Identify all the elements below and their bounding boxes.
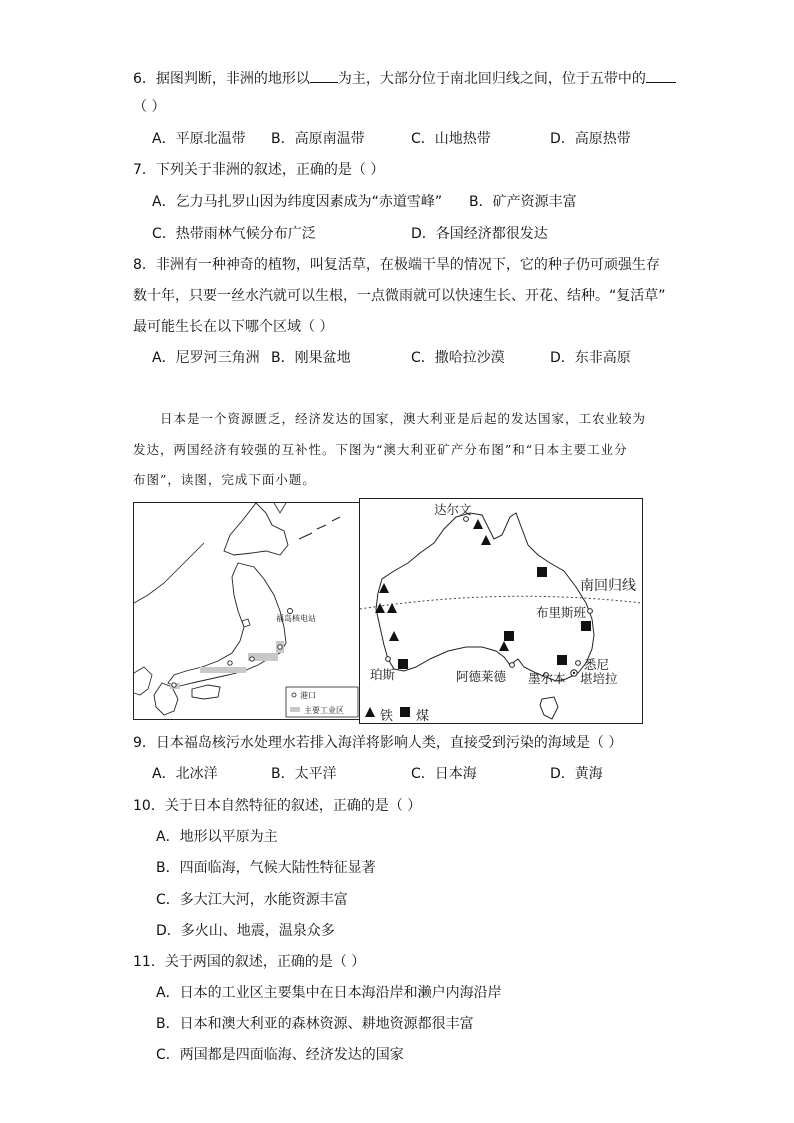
q6-blank-2 [646, 69, 676, 83]
port-nagoya [250, 657, 254, 661]
q8-option-d: D．东非高原 [550, 350, 631, 366]
adelaide-label: 阿德莱德 [456, 669, 507, 684]
q6-option-d: D．高原热带 [550, 131, 631, 147]
q10-stem: 10．关于日本自然特征的叙述，正确的是（ ） [133, 798, 422, 814]
japan-map-svg [134, 503, 360, 719]
q8-option-b: B．刚果盆地 [271, 350, 351, 366]
q6-option-b: B．高原南温带 [271, 131, 365, 147]
mainland-coast [134, 543, 204, 603]
q9-stem: 9．日本福岛核污水处理水若排入海洋将影响人类，直接受到污染的海域是（ ） [133, 735, 623, 751]
q10-option-d: D．多火山、地震，温泉众多 [156, 923, 335, 939]
port-osaka [228, 661, 232, 665]
sakhalin-edge [274, 503, 286, 513]
coal-deposit-5 [398, 659, 408, 669]
legend-coal-symbol [400, 707, 410, 717]
q6-stem [133, 69, 676, 88]
q6-option-a: A．平原北温带 [152, 131, 246, 147]
shikoku-outline [192, 685, 220, 699]
q6-paren: （ ） [133, 99, 166, 115]
coal-deposit-1 [537, 567, 547, 577]
q7-option-b: B．矿产资源丰富 [469, 194, 577, 210]
q7-option-c: C．热带雨林气候分布广泛 [152, 226, 316, 242]
intro-line-2: 发达，两国经济有较强的互补性。下图为“澳大利亚矿产分布图”和“日本主要工业分 [133, 442, 628, 457]
intro-line-3: 布图”，读图，完成下面小题。 [133, 472, 316, 487]
tropic-label: 南回归线 [580, 578, 636, 594]
tasmania-outline [540, 697, 558, 719]
legend-port-label: 港口 [300, 691, 316, 700]
q8-line-2: 数十年，只要一丝水汽就可以生根，一点微雨就可以快速生长、开花、结种。“复活草” [133, 288, 666, 304]
city-brisbane [588, 609, 593, 614]
japan-map [133, 502, 361, 720]
fukushima-label: 福岛核电站 [276, 614, 316, 623]
coal-deposit-2 [581, 621, 591, 631]
legend-iron-label: 铁 [380, 709, 394, 724]
legend-iron-symbol [365, 707, 375, 717]
port-kitakyushu [172, 683, 176, 687]
city-canberra-dot [573, 672, 575, 674]
city-perth [386, 657, 391, 662]
legend-industry-label: 主要工业区 [304, 706, 344, 715]
kuril-islands [299, 517, 340, 539]
city-adelaide [510, 663, 515, 668]
q9-option-a: A．北冰洋 [152, 766, 218, 782]
q9-option-b: B．太平洋 [271, 766, 337, 782]
q10-option-a: A．地形以平原为主 [156, 829, 278, 845]
q6-blank-1 [310, 69, 338, 83]
sydney-label: 悉尼 [584, 657, 610, 672]
intro-line-1: 日本是一个资源匮乏，经济发达的国家，澳大利亚是后起的发达国家，工农业较为 [160, 411, 647, 426]
q8-option-c: C．撒哈拉沙漠 [411, 350, 505, 366]
coal-deposit-3 [504, 631, 514, 641]
korea-coast [134, 667, 152, 695]
legend-coal-label: 煤 [416, 709, 430, 724]
q11-stem: 11．关于两国的叙述，正确的是（ ） [133, 954, 366, 970]
q6-stem-pre: 6．据图判断，非洲的地形以 [133, 71, 310, 87]
q7-stem: 7．下列关于非洲的叙述，正确的是（ ） [133, 162, 385, 178]
legend-industry-symbol [290, 707, 300, 712]
sado-island [242, 619, 250, 627]
port-tokyo [278, 645, 282, 649]
q8-option-a: A．尼罗河三角洲 [152, 350, 260, 366]
darwin-label: 达尔文 [434, 502, 472, 517]
q7-option-d: D．各国经济都很发达 [411, 226, 548, 242]
q11-option-c: C．两国都是四面临海、经济发达的国家 [156, 1047, 404, 1063]
brisbane-label: 布里斯班 [536, 605, 587, 620]
q6-stem-mid: 为主，大部分位于南北回归线之间，位于五带中的 [337, 71, 646, 87]
australia-map-svg [360, 499, 642, 723]
q8-line-1: 8．非洲有一种神奇的植物，叫复活草，在极端干旱的情况下，它的种子仍可顽强生存 [133, 257, 660, 273]
q11-option-a: A．日本的工业区主要集中在日本海沿岸和濑户内海沿岸 [156, 985, 502, 1001]
melbourne-label: 墨尔本 [528, 671, 566, 686]
q10-option-c: C．多大江大河，水能资源丰富 [156, 892, 348, 908]
q7-option-a: A．乞力马扎罗山因为纬度因素成为“赤道雪峰” [152, 194, 443, 210]
city-sydney [576, 661, 581, 666]
perth-label: 珀斯 [370, 667, 396, 682]
q9-option-c: C．日本海 [411, 766, 477, 782]
industrial-zone-setouchi [200, 667, 246, 673]
q8-line-3: 最可能生长在以下哪个区域（ ） [133, 319, 334, 335]
q9-option-d: D．黄海 [550, 766, 603, 782]
legend-port-symbol [292, 693, 296, 697]
australia-map [359, 498, 643, 724]
canberra-label: 堪培拉 [580, 671, 618, 686]
q6-option-c: C．山地热带 [411, 131, 491, 147]
q10-option-b: B．四面临海，气候大陆性特征显著 [156, 860, 376, 876]
coal-deposit-4 [557, 655, 567, 665]
q11-option-b: B．日本和澳大利亚的森林资源、耕地资源都很丰富 [156, 1016, 474, 1032]
